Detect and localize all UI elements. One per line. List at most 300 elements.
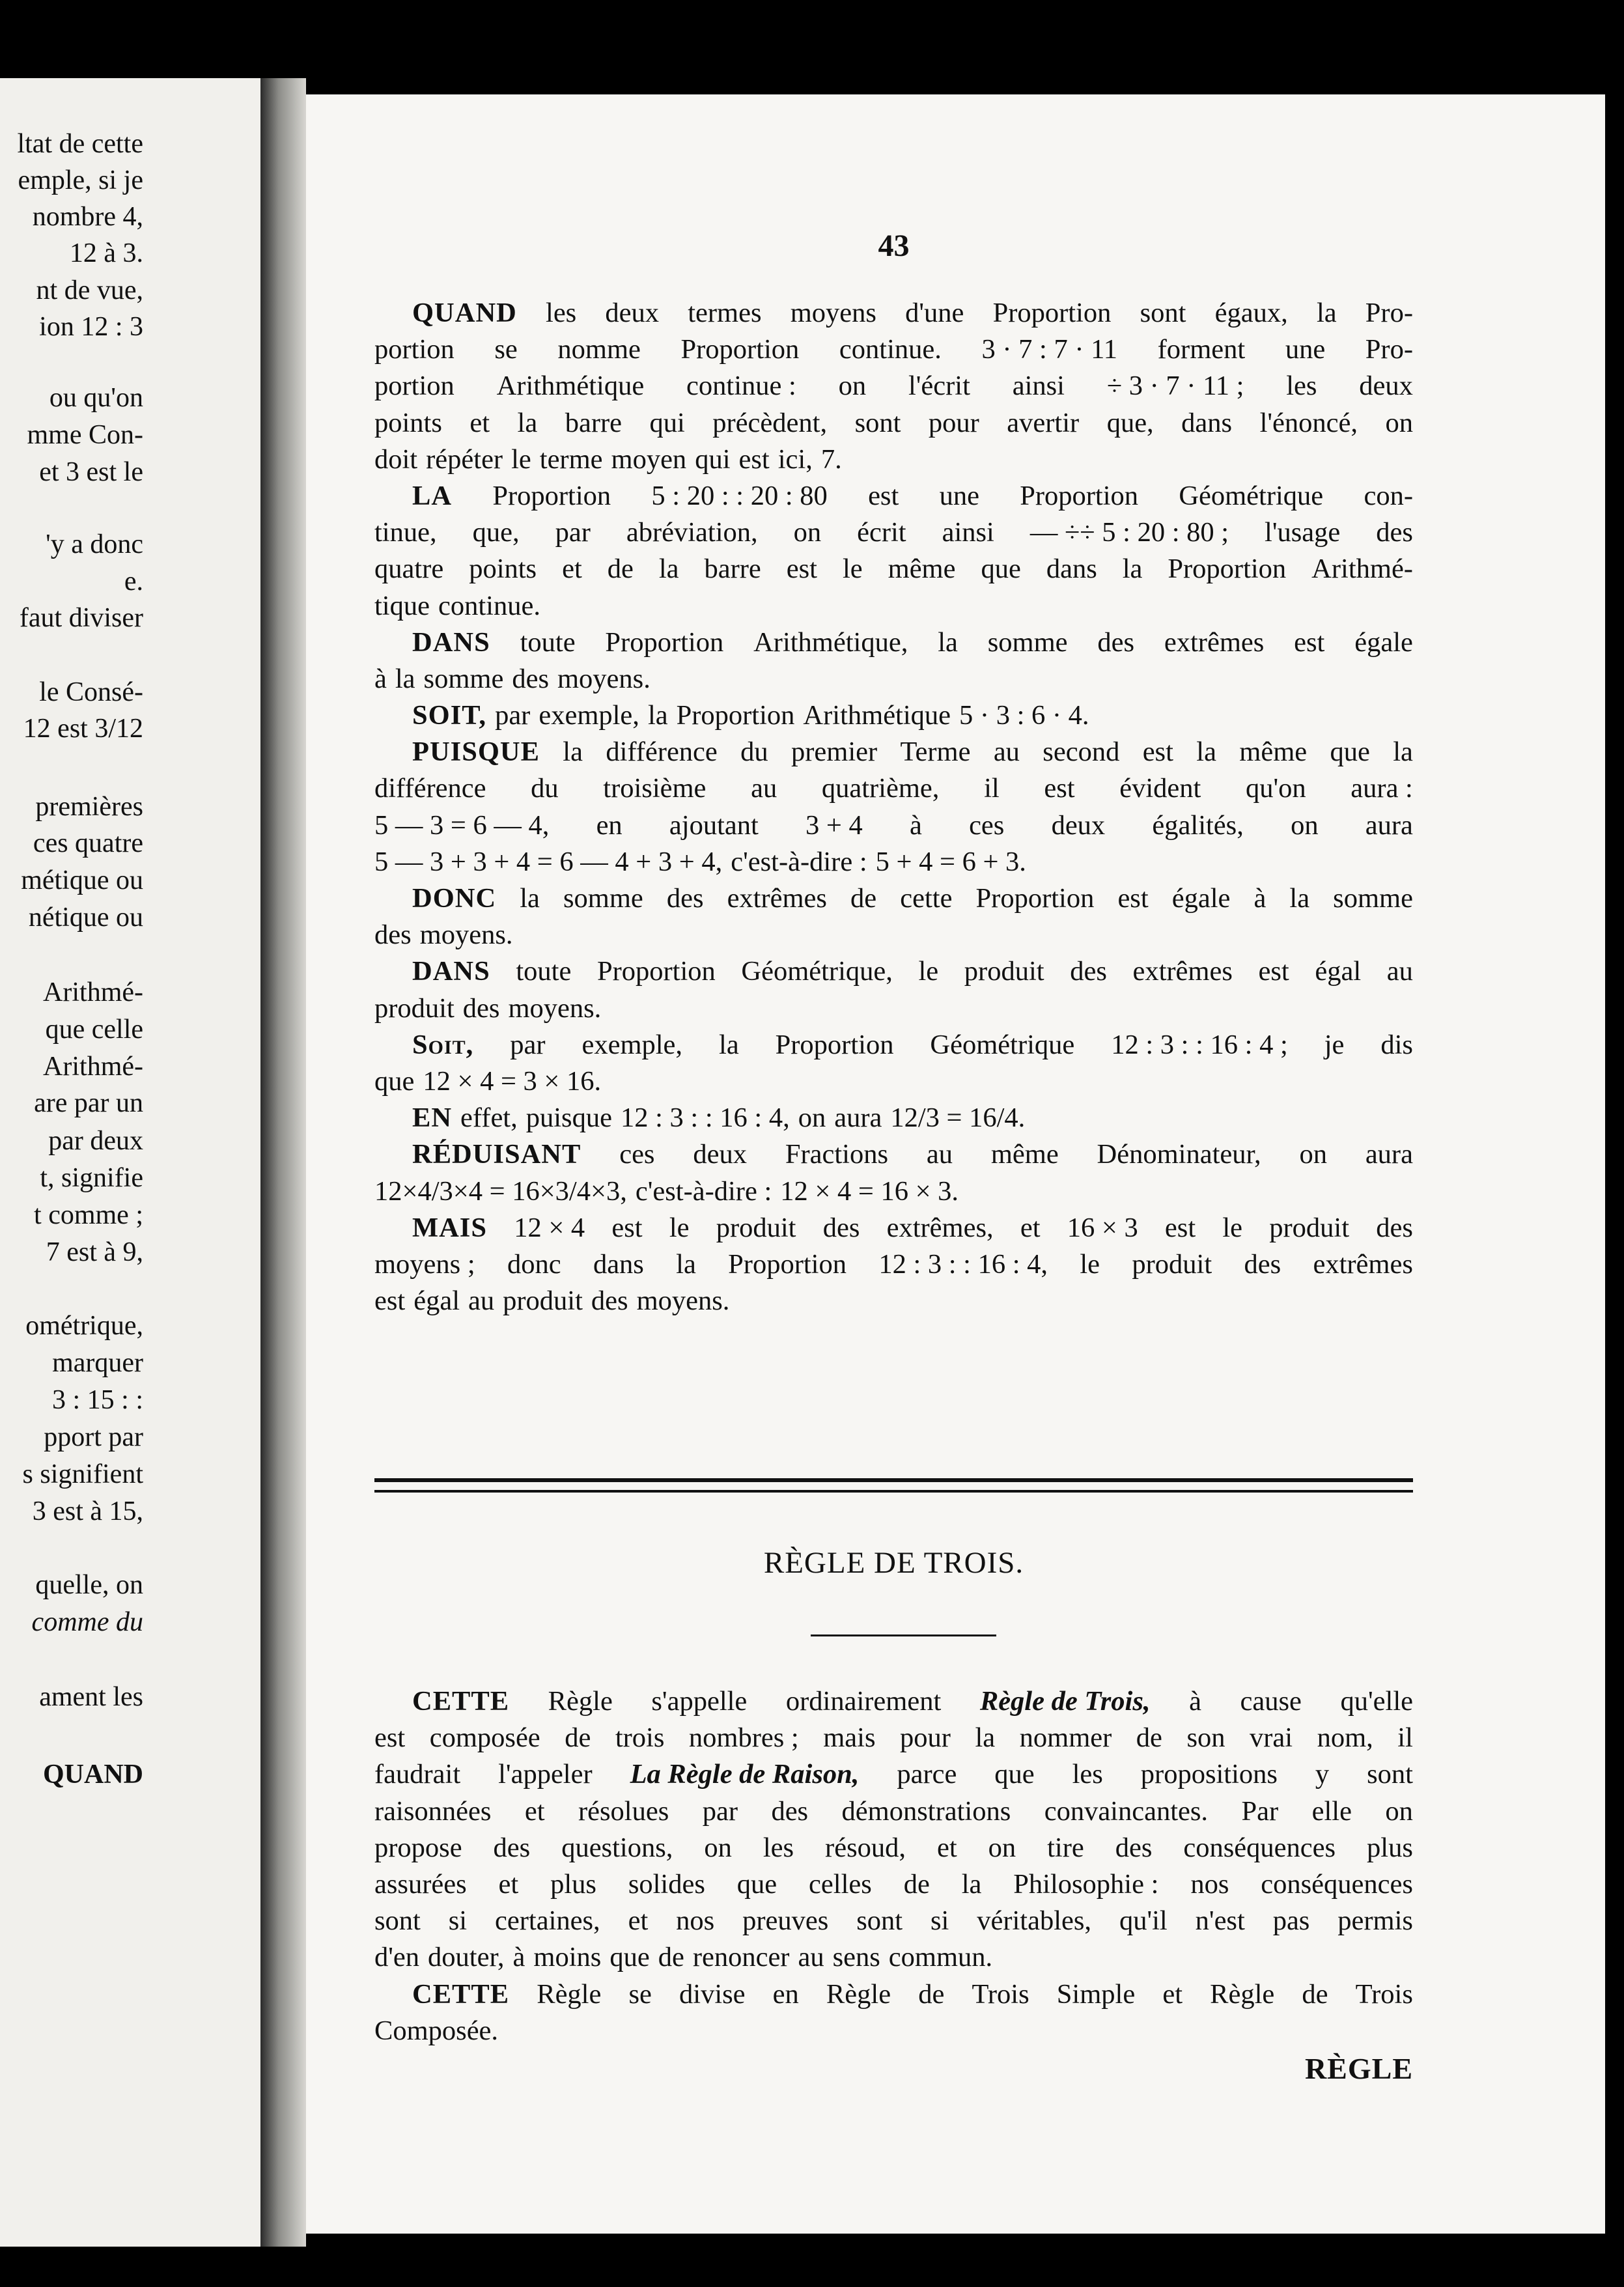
word: moyens. (557, 663, 651, 694)
word: dis (1380, 1029, 1413, 1060)
word: que (609, 1942, 650, 1973)
word: une (939, 480, 979, 511)
word: à (374, 663, 387, 694)
word: la (563, 737, 583, 768)
word: 16 × 3 (1067, 1212, 1138, 1243)
word: DANS (412, 956, 490, 987)
left-page-text-fragment: 'y a donc (46, 529, 143, 559)
word: dans (1046, 554, 1097, 585)
word: pour (928, 407, 979, 438)
word: précèdent, (712, 407, 828, 438)
word: troisième (603, 773, 707, 804)
word: on (838, 371, 867, 402)
word: que (374, 1065, 415, 1097)
word: est (1164, 1212, 1196, 1243)
word: 12 : 3 : : 16 : 4, (878, 1248, 1048, 1280)
text-line (374, 331, 1413, 368)
word: nomme (557, 334, 641, 365)
word: Règle de Trois, (979, 1686, 1151, 1717)
word: Proportion (1168, 554, 1287, 585)
word: les (1072, 1759, 1103, 1790)
word: qu'elle (1340, 1686, 1413, 1717)
word: 12/3 = 16/4. (890, 1102, 1026, 1134)
word: de (565, 1722, 591, 1754)
word: la (1289, 883, 1310, 914)
word: Géométrique (1179, 480, 1324, 511)
word: questions, (561, 1832, 673, 1863)
word: répéter (426, 443, 503, 475)
word: aura (1365, 1139, 1413, 1170)
word: et (1020, 1212, 1041, 1243)
word: démonstrations (841, 1795, 1011, 1827)
word: de (607, 554, 634, 585)
word: plus (550, 1868, 596, 1900)
word: Philosophie : (1013, 1868, 1159, 1900)
word: au (993, 737, 1020, 768)
word: Proportion (676, 700, 795, 731)
section-divider-rule (374, 1478, 1413, 1493)
word: différence (374, 773, 486, 804)
word: EN (412, 1102, 453, 1134)
left-page-text-fragment: quelle, on (35, 1570, 143, 1600)
word: deux (1359, 371, 1413, 402)
left-page-text-fragment: le Consé- (39, 677, 143, 707)
word: avertir (1007, 407, 1080, 438)
word: la (1393, 737, 1413, 768)
word: la (520, 883, 540, 914)
word: raisonnées (374, 1795, 492, 1827)
left-page-text-fragment: ométrique, (25, 1311, 143, 1341)
word: 3 · 7 : 7 · 11 (981, 334, 1118, 365)
word: ces (619, 1139, 655, 1170)
word: deux (693, 1139, 747, 1170)
word: qui (649, 407, 685, 438)
text-line (374, 295, 1413, 331)
word: Soit, (412, 1029, 474, 1060)
word: est (1044, 773, 1075, 804)
word: exemple, (581, 1029, 683, 1060)
text-line (374, 990, 1413, 1027)
word: de (1302, 1978, 1328, 2010)
word: toute (516, 956, 572, 987)
text-line (374, 734, 1413, 770)
word: de (1136, 1722, 1162, 1754)
section-title: RÈGLE DE TROIS. (763, 1546, 1024, 1580)
word: sont (1140, 298, 1186, 328)
word: que (1330, 737, 1370, 768)
left-page-text-fragment: t comme ; (34, 1200, 143, 1230)
word: des (1115, 1832, 1153, 1863)
word: écrit (857, 517, 906, 548)
word: que (981, 554, 1021, 585)
text-line (374, 1136, 1413, 1173)
word: extrêmes (727, 883, 827, 914)
text-line (374, 917, 1413, 953)
left-page-text-fragment: QUAND (43, 1760, 143, 1789)
word: aura : (1351, 773, 1413, 804)
word: pas (1272, 1905, 1310, 1937)
word: Arithmétique, (753, 626, 908, 658)
left-page-text-fragment: métique ou (21, 865, 143, 895)
word: nom, (1317, 1722, 1373, 1754)
word: doit (374, 443, 418, 475)
word: la (1122, 554, 1143, 585)
word: PUISQUE (412, 737, 540, 768)
word: Arithmétique (496, 371, 645, 402)
word: produit (374, 992, 455, 1024)
word: différence (606, 737, 718, 768)
word: on (988, 1832, 1016, 1863)
word: en (772, 1978, 799, 2010)
page-number: 43 (878, 229, 910, 263)
word: pour (900, 1722, 951, 1754)
left-page-text-fragment: marquer (52, 1348, 143, 1378)
word: et (1162, 1978, 1183, 2010)
word: Pro- (1365, 334, 1413, 365)
text-line (374, 588, 1413, 624)
word: barre (565, 407, 622, 438)
word: Proportion (992, 298, 1112, 328)
text-line (374, 1100, 1413, 1136)
word: ici, (777, 443, 813, 475)
word: et (562, 554, 582, 585)
word: la (1316, 298, 1337, 328)
word: trois (615, 1722, 665, 1754)
word: produit (503, 1285, 583, 1317)
word: DONC (412, 883, 497, 914)
word: SOIT, (412, 700, 487, 731)
left-page-text-fragment: ltat de cette (17, 129, 143, 159)
word: à (909, 809, 922, 841)
word: barre (704, 554, 761, 585)
word: Composée. (374, 2015, 499, 2046)
word: de (850, 883, 877, 914)
word: des (822, 1212, 860, 1243)
left-page-text-fragment: pport par (44, 1422, 143, 1452)
word: second (1043, 737, 1120, 768)
word: moyens. (508, 992, 602, 1024)
word: somme (987, 626, 1068, 658)
text-line (374, 624, 1413, 661)
word: deux (605, 298, 660, 328)
word: ainsi (942, 517, 994, 548)
left-page-text-fragment: emple, si je (18, 165, 143, 195)
word: certaines, (495, 1905, 600, 1937)
book-gutter (260, 78, 306, 2247)
word: propositions (1140, 1759, 1278, 1790)
word: qu'on (1245, 773, 1306, 804)
word: Règle (1210, 1978, 1275, 2010)
left-page-text-fragment: are par un (34, 1088, 143, 1118)
word: Trois (972, 1978, 1029, 2010)
word: produit (716, 1212, 796, 1243)
word: est (868, 480, 899, 511)
word: somme (423, 663, 504, 694)
word: Simple (1056, 1978, 1136, 2010)
word: 12 × 4 = 3 × 16. (423, 1065, 602, 1097)
word: composée (429, 1722, 540, 1754)
word: le (1080, 1248, 1100, 1280)
word: Proportion (728, 1248, 847, 1280)
text-line (374, 953, 1413, 990)
word: 5 : 20 : : 20 : 80 (651, 480, 828, 511)
word: 12×4/3×4 = 16×3/4×3, (374, 1175, 627, 1207)
word: premier (791, 737, 878, 768)
word: vrai (1250, 1722, 1293, 1754)
word: égale (1171, 883, 1231, 914)
word: 12 : 3 : : 16 : 4 ; (1111, 1029, 1288, 1060)
word: 3 + 4 (805, 809, 863, 841)
text-line (374, 1976, 1413, 2013)
regle-de-trois-text (374, 1683, 1413, 2049)
word: somme (563, 883, 643, 914)
word: forment (1157, 334, 1246, 365)
text-line (374, 1866, 1413, 1903)
word: renoncer (692, 1942, 790, 1973)
word: toute (520, 626, 576, 658)
word: en (596, 809, 623, 841)
word: au (468, 1285, 495, 1317)
word: 7. (820, 443, 842, 475)
word: MAIS (412, 1212, 487, 1243)
word: on (1385, 1795, 1413, 1827)
word: extrêmes, (886, 1212, 994, 1243)
left-page-text-fragment: nt de vue, (36, 275, 143, 305)
word: et (524, 1795, 545, 1827)
word: égaux, (1214, 298, 1288, 328)
word: et (469, 407, 490, 438)
word: l'énoncé, (1259, 407, 1358, 438)
word: 5 — 3 = 6 — 4, (374, 809, 550, 841)
title-underline-rule (811, 1635, 996, 1636)
word: continue. (839, 334, 942, 365)
word: Règle (826, 1978, 891, 2010)
word: au (1386, 956, 1413, 987)
word: ainsi (1012, 371, 1065, 402)
word: Proportion (1020, 480, 1139, 511)
word: et (936, 1832, 957, 1863)
word: nommer (1019, 1722, 1112, 1754)
word: exemple, (539, 700, 639, 731)
left-page-text-fragment: faut diviser (19, 603, 143, 633)
word: sont (1367, 1759, 1413, 1790)
text-line (374, 1903, 1413, 1939)
word: la (961, 1868, 982, 1900)
word: points (469, 554, 537, 585)
word: portion (374, 371, 455, 402)
word: mais (823, 1722, 876, 1754)
left-page-text-fragment: mme Con- (27, 420, 143, 450)
left-page-text-fragment: nombre 4, (32, 202, 143, 232)
word: est (374, 1722, 406, 1754)
word: tinue, (374, 517, 437, 548)
text-line (374, 880, 1413, 917)
word: que, (472, 517, 520, 548)
text-line (374, 1720, 1413, 1756)
text-line (374, 1173, 1413, 1210)
word: et (498, 1868, 519, 1900)
text-line (374, 844, 1413, 880)
word: la (647, 700, 668, 731)
word: que (736, 1868, 777, 1900)
word: si (448, 1905, 468, 1937)
word: sont (856, 1905, 903, 1937)
word: des (1376, 517, 1413, 548)
left-page-text-fragment: 12 est 3/12 (23, 714, 143, 744)
word: cause (1240, 1686, 1302, 1717)
word: 5 · 3 : 6 · 4. (959, 700, 1089, 731)
word: résoud, (825, 1832, 906, 1863)
word: Dénominateur, (1097, 1139, 1261, 1170)
proportion-text (374, 295, 1413, 1319)
word: continue. (438, 590, 540, 621)
text-line (374, 1830, 1413, 1866)
word: l'appeler (498, 1759, 593, 1790)
word: La Règle de Raison, (630, 1759, 860, 1790)
word: moyens ; (374, 1248, 475, 1280)
word: par (555, 517, 591, 548)
word: portion (374, 334, 455, 365)
word: véritables, (977, 1905, 1092, 1937)
word: des (493, 1832, 531, 1863)
word: LA (412, 480, 453, 511)
word: termes (688, 298, 762, 328)
word: parce (897, 1759, 957, 1790)
word: est (1294, 626, 1325, 658)
text-line (374, 1246, 1413, 1283)
word: aura (1365, 809, 1413, 841)
word: si (930, 1905, 949, 1937)
word: 12 × 4 (514, 1212, 585, 1243)
word: extrêmes (1313, 1248, 1413, 1280)
text-line (374, 551, 1413, 587)
left-page-text-fragment: Arithmé- (43, 977, 143, 1007)
word: la (395, 663, 415, 694)
word: le (842, 554, 863, 585)
word: est (611, 1212, 643, 1243)
word: nombres ; (688, 1722, 799, 1754)
word: est (1142, 737, 1173, 768)
left-page-text-fragment: e. (124, 567, 143, 596)
word: Terme (900, 737, 971, 768)
word: la (658, 554, 679, 585)
word: Arithmé- (1311, 554, 1413, 585)
word: le (511, 443, 531, 475)
word: produit (964, 956, 1044, 987)
word: tique (374, 590, 430, 621)
word: est (738, 443, 770, 475)
text-line (374, 442, 1413, 478)
word: dans (1181, 407, 1233, 438)
word: c'est-à-dire : (635, 1175, 772, 1207)
word: Arithmétique (803, 700, 951, 731)
word: de (918, 1978, 945, 2010)
word: QUAND (412, 298, 517, 328)
word: douter, (428, 1942, 505, 1973)
word: Proportion (975, 883, 1095, 914)
word: les (1286, 371, 1317, 402)
word: égal (1315, 956, 1362, 987)
text-line (374, 1063, 1413, 1100)
word: dans (593, 1248, 644, 1280)
word: effet, (460, 1102, 518, 1134)
word: Proportion (680, 334, 800, 365)
word: le (1222, 1212, 1243, 1243)
word: la (938, 626, 958, 658)
word: le (669, 1212, 690, 1243)
word: l'usage (1265, 517, 1341, 548)
word: sont (854, 407, 901, 438)
text-line (374, 661, 1413, 697)
word: points (374, 407, 442, 438)
word: — ÷÷ 5 : 20 : 80 ; (1029, 517, 1229, 548)
word: des (666, 883, 704, 914)
left-page-text-fragment: par deux (48, 1126, 143, 1156)
word: CETTE (412, 1686, 510, 1717)
catchword: RÈGLE (1304, 2052, 1413, 2085)
word: est (374, 1285, 406, 1317)
word: preuves (742, 1905, 829, 1937)
word: Fractions (785, 1139, 888, 1170)
word: continue : (686, 371, 796, 402)
word: des (771, 1795, 809, 1827)
left-page-text-fragment: comme du (31, 1607, 143, 1637)
word: on (1299, 1139, 1327, 1170)
text-line (374, 1939, 1413, 1976)
word: la (719, 1029, 739, 1060)
word: s'appelle (651, 1686, 748, 1717)
word: solides (628, 1868, 705, 1900)
word: résolues (578, 1795, 669, 1827)
word: 5 — 3 + 3 + 4 = 6 — 4 + 3 + 4, (374, 846, 723, 877)
word: Géométrique (930, 1029, 1075, 1060)
word: ÷ 3 · 7 · 11 ; (1106, 371, 1244, 402)
left-page-text-fragment: ion 12 : 3 (39, 312, 143, 342)
word: et (628, 1905, 649, 1937)
word: la (517, 407, 538, 438)
text-line (374, 1793, 1413, 1830)
left-page-text-fragment: ament les (39, 1682, 143, 1712)
word: on (1291, 809, 1319, 841)
word: permis (1337, 1905, 1413, 1937)
word: au (798, 1942, 824, 1973)
word: même (990, 1139, 1059, 1170)
word: conséquences (1183, 1832, 1336, 1863)
word: n'est (1195, 1905, 1245, 1937)
left-page-text-fragment: t, signifie (40, 1163, 143, 1193)
word: propose (374, 1832, 462, 1863)
left-page-text-fragment: 3 : 15 : : (51, 1385, 143, 1415)
word: aura (834, 1102, 882, 1134)
word: des (1070, 956, 1107, 987)
word: nos (1190, 1868, 1229, 1900)
word: des (1097, 626, 1135, 658)
word: est (1258, 956, 1289, 987)
word: de (658, 1942, 684, 1973)
left-page-text-fragment: et 3 est le (39, 457, 143, 487)
word: Proportion (492, 480, 611, 511)
word: celles (809, 1868, 872, 1900)
word: Proportion (605, 626, 724, 658)
word: assurées (374, 1868, 467, 1900)
word: sens (832, 1942, 880, 1973)
word: sont (374, 1905, 421, 1937)
left-page-text-fragment: ces quatre (33, 828, 143, 858)
word: moyens. (636, 1285, 730, 1317)
word: égalités, (1152, 809, 1244, 841)
word: des (374, 919, 412, 951)
word: il (1397, 1722, 1413, 1754)
